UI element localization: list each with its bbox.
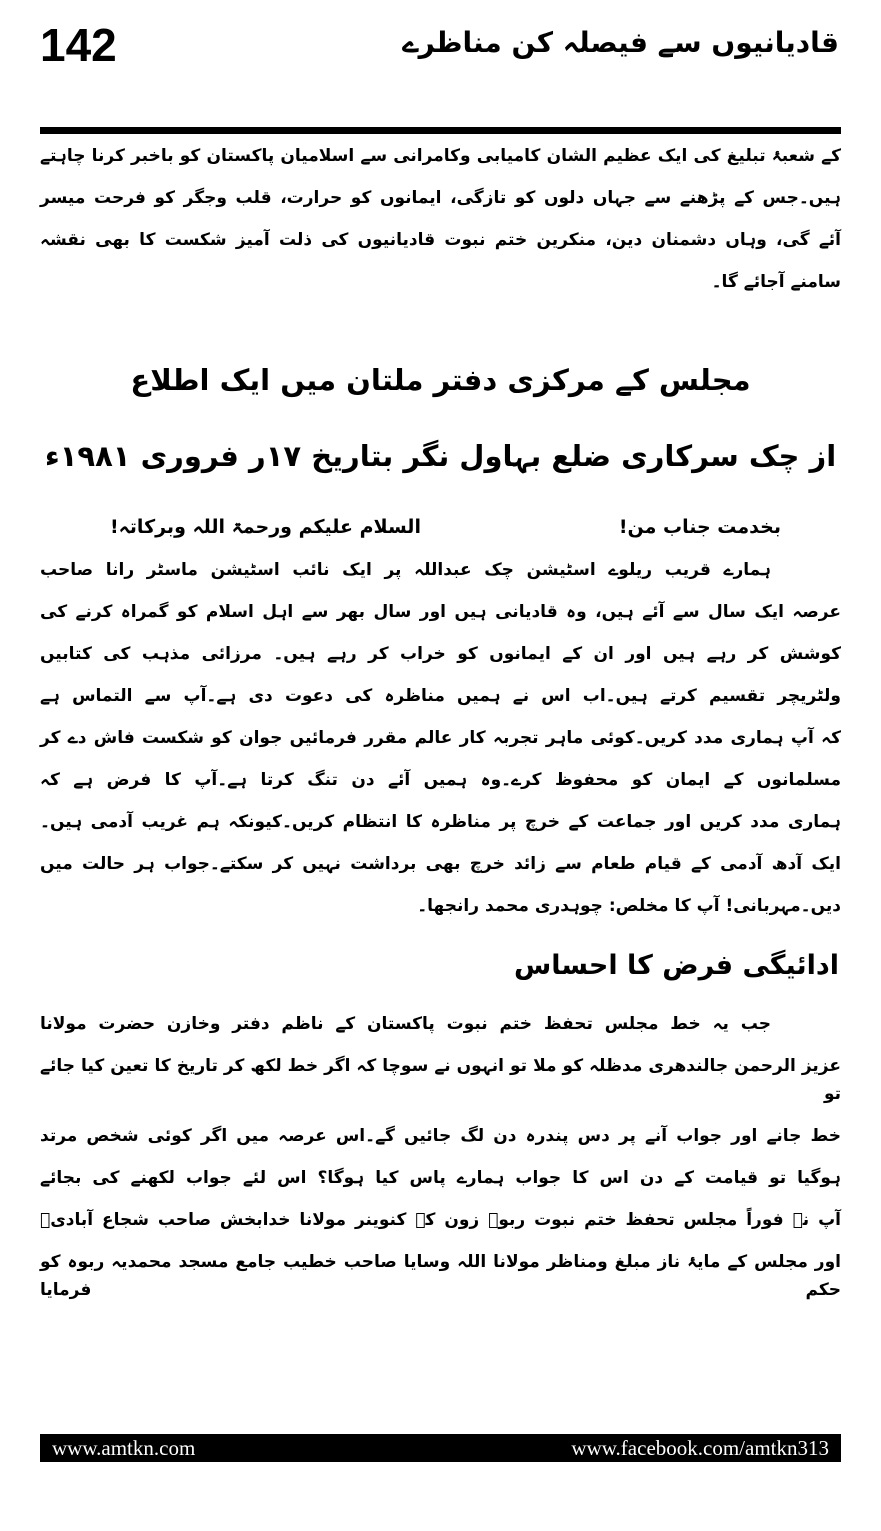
footer-website-link[interactable]: www.amtkn.com [52, 1435, 196, 1460]
section-heading: ادائیگی فرض کا احساس [514, 950, 839, 981]
page-number: 142 [40, 19, 117, 71]
text-line: کوشش کر رہے ہیں اور ان کے ایمانوں کو خراب کر رہے ہیں۔ مرزائی مذہب کی کتابیں [40, 644, 841, 664]
text-line: ولٹریچر تقسیم کرتے ہیں۔اب اس نے ہمیں مناظرہ کی دعوت دی ہے۔آپ سے التماس ہے [40, 686, 841, 706]
salutation-left: السلام علیکم ورحمۃ اللہ وبرکاتہ! [110, 516, 421, 538]
text-line: مسلمانوں کے ایمان کو محفوظ کرے۔وہ ہمیں آئے دن تنگ کرتا ہے۔آپ کا فرض ہے کہ [40, 770, 841, 790]
text-line: سامنے آجائے گا۔ [711, 272, 841, 292]
page-header [40, 0, 841, 127]
text-line: آئے گی، وہاں دشمنان دین، منکرین ختم نبوت قادیانیوں کی ذلت آمیز شکست کا بھی نقشہ [40, 230, 841, 250]
text-line: ہیں۔جس کے پڑھنے سے جہاں دلوں کو تازگی، ایمانوں کو حرارت، قلب وجگر کو فرحت میسر [40, 188, 841, 208]
text-line: کے شعبۂ تبلیغ کی ایک عظیم الشان کامیابی وکامرانی سے اسلامیان پاکستان کو باخبر کرنا چاہتے [40, 146, 841, 166]
section-subheading: از چک سرکاری ضلع بہاول نگر بتاریخ ۱۷ر فروری ۱۹۸۱ء [44, 439, 837, 473]
running-title: قادیانیوں سے فیصلہ کن مناظرے [402, 26, 839, 59]
footer-facebook-link[interactable]: www.facebook.com/amtkn313 [571, 1435, 829, 1460]
salutation-row [40, 512, 841, 542]
section-heading: مجلس کے مرکزی دفتر ملتان میں ایک اطلاع [130, 363, 751, 397]
text-line: اور مجلس کے مایۂ ناز مبلغ ومناظر مولانا اللہ وسایا صاحب خطیب جامع مسجد محمدیہ ربوہ کو حکم فرمایا [40, 1252, 841, 1300]
spacer [40, 310, 841, 360]
text-line: عزیز الرحمن جالندھری مدظلہ کو ملا تو انہوں نے سوچا کہ اگر خط لکھ کر تاریخ کا تعین کیا جائے تو [40, 1056, 841, 1104]
text-line: کہ آپ ہماری مدد کریں۔کوئی ماہر تجربہ کار عالم مقرر فرمائیں جوان کو شکست فاش دے کر [40, 728, 841, 748]
text-line: دیں۔مہربانی! آپ کا مخلص: چوہدری محمد رانجھا۔ [417, 896, 841, 916]
text-line: ایک آدھ آدمی کے قیام طعام سے زائد خرچ بھی برداشت نہیں کر سکتے۔جواب ہر حالت میں [40, 854, 841, 874]
text-line: ہماری مدد کریں اور جماعت کے خرچ پر مناظرہ کا انتظام کریں۔کیونکہ ہم غریب آدمی ہیں۔ [40, 812, 841, 832]
text-line: عرصہ ایک سال سے آئے ہیں، وہ قادیانی ہیں اور سال بھر سے اہل اسلام کو گمراہ کرنے کی [40, 602, 841, 622]
text-line: جب یہ خط مجلس تحفظ ختم نبوت پاکستان کے ناظم دفتر وخازن حضرت مولانا [40, 1014, 771, 1034]
salutation-right: بخدمت جناب من! [618, 516, 781, 538]
footer-bar [40, 1434, 841, 1462]
header-rule [40, 127, 841, 134]
text-line: ہوگیا تو قیامت کے دن اس کا جواب ہمارے پاس کیا ہوگا؟ اس لئے جواب لکھنے کی بجائے [40, 1168, 841, 1188]
text-line: آپ نے فوراً مجلس تحفظ ختم نبوت ربوہ زون کے کنوینر مولانا خدابخش صاحب شجاع آبادیؒ [40, 1210, 841, 1230]
text-line: ہمارے قریب ریلوے اسٹیشن چک عبداللہ پر ایک نائب اسٹیشن ماسٹر رانا صاحب [40, 560, 771, 580]
text-line: خط جانے اور جواب آنے پر دس پندرہ دن لگ جائیں گے۔اس عرصہ میں اگر کوئی شخص مرتد [40, 1126, 841, 1146]
